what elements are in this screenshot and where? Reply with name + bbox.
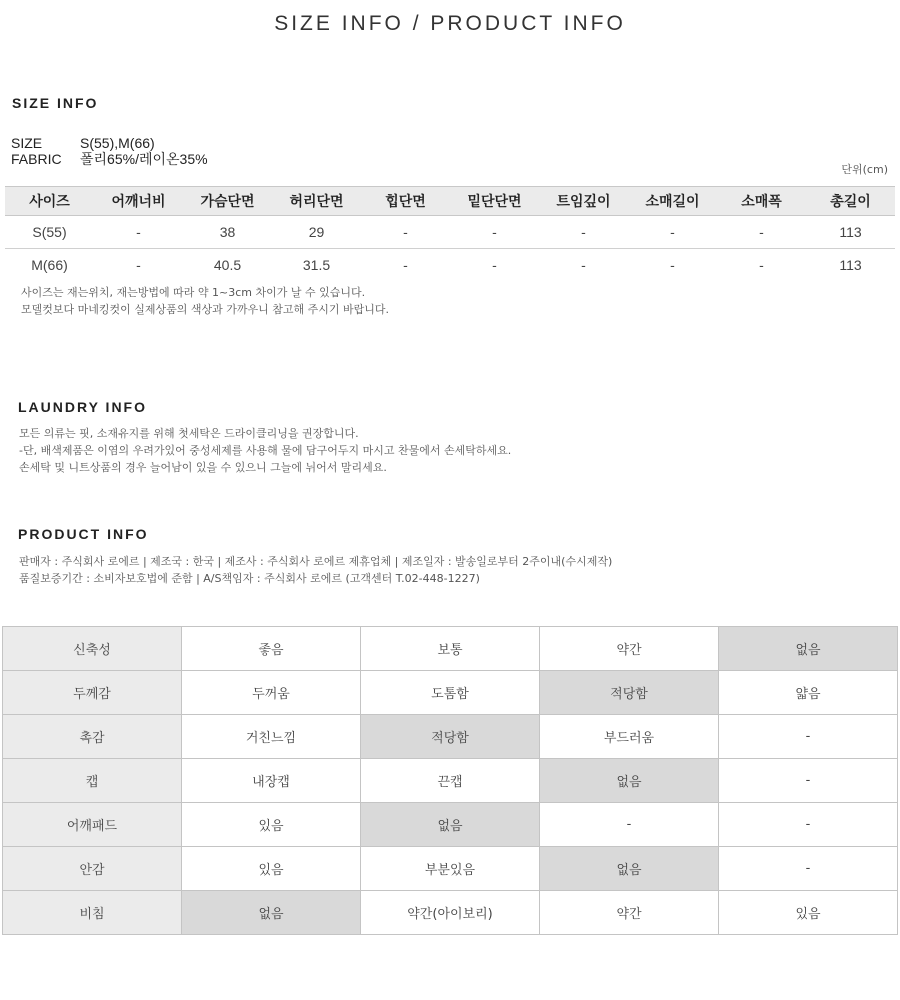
feel-option-cell: - xyxy=(540,803,719,847)
product-line: 판매자 : 주식회사 로에르 | 제조국 : 한국 | 제조사 : 주식회사 로에르 제휴업체 | 제조일자 : 발송일로부터 2주이내(수시제작) xyxy=(19,555,613,568)
table-cell: 29 xyxy=(272,216,361,249)
feel-option-cell: - xyxy=(719,803,898,847)
feel-option-cell: 적당함 xyxy=(540,671,719,715)
note-line: 사이즈는 재는위치, 재는방법에 따라 약 1~3cm 차이가 날 수 있습니다. xyxy=(21,286,366,299)
feel-option-cell: 좋음 xyxy=(182,627,361,671)
feel-option-cell: 약간 xyxy=(540,627,719,671)
feel-option-cell: 약간 xyxy=(540,891,719,935)
feel-option-cell: 있음 xyxy=(182,803,361,847)
table-cell: - xyxy=(670,257,675,273)
feel-row-label: 캡 xyxy=(3,759,182,803)
feel-row xyxy=(3,803,898,847)
feel-option-cell: 거친느낌 xyxy=(182,715,361,759)
header-cell: 소매폭 xyxy=(717,187,806,216)
feel-option-cell: 두꺼움 xyxy=(182,671,361,715)
table-cell: - xyxy=(492,257,497,273)
laundry-line: 모든 의류는 핏, 소재유지를 위해 첫세탁은 드라이클리닝을 권장합니다. xyxy=(19,427,359,440)
feel-option-cell: 부드러움 xyxy=(540,715,719,759)
feel-option-cell: 부분있음 xyxy=(361,847,540,891)
feel-row-label: 안감 xyxy=(3,847,182,891)
header-cell: 밑단단면 xyxy=(450,187,539,216)
table-cell: - xyxy=(539,216,628,249)
table-row xyxy=(5,216,895,249)
laundry-line: -단, 배색제품은 이염의 우려가있어 중성세제를 사용해 물에 담구어두지 마시고 찬물에서 손세탁하세요. xyxy=(19,444,512,457)
table-cell: S(55) xyxy=(5,216,94,249)
feel-option-cell: 없음 xyxy=(361,803,540,847)
feel-option-cell: 없음 xyxy=(540,759,719,803)
table-cell: M(66) xyxy=(31,257,68,273)
table-row xyxy=(5,249,895,282)
feel-option-cell: 약간(아이보리) xyxy=(361,891,540,935)
feel-row-label: 촉감 xyxy=(3,715,182,759)
table-cell: 31.5 xyxy=(302,257,331,273)
feel-row-label: 비침 xyxy=(3,891,182,935)
table-cell: - xyxy=(628,216,717,249)
feel-row xyxy=(3,891,898,935)
size-value: S(55),M(66) xyxy=(80,135,155,151)
table-cell: - xyxy=(403,257,408,273)
feel-option-cell: - xyxy=(719,715,898,759)
table-cell: - xyxy=(361,216,450,249)
header-cell: 트임깊이 xyxy=(539,187,628,216)
table-cell: 38 xyxy=(183,216,272,249)
size-spec-line xyxy=(11,135,155,151)
feel-option-cell: 도톰함 xyxy=(361,671,540,715)
table-cell: - xyxy=(136,257,141,273)
feel-option-cell: 있음 xyxy=(719,891,898,935)
feel-row xyxy=(3,671,898,715)
header-cell: 허리단면 xyxy=(272,187,361,216)
header-cell: 소매길이 xyxy=(628,187,717,216)
feel-option-cell: 없음 xyxy=(182,891,361,935)
feel-row xyxy=(3,715,898,759)
table-cell: 40.5 xyxy=(213,257,242,273)
table-cell: - xyxy=(581,257,586,273)
laundry-notes xyxy=(19,425,511,476)
laundry-line: 손세탁 및 니트상품의 경우 늘어남이 있을 수 있으니 그늘에 뉘어서 말리세요. xyxy=(19,461,387,474)
feel-option-cell: 보통 xyxy=(361,627,540,671)
feel-option-cell: - xyxy=(719,759,898,803)
header-cell: 어깨너비 xyxy=(94,187,183,216)
feel-option-cell: 없음 xyxy=(540,847,719,891)
size-notes xyxy=(21,284,389,318)
product-info-title: PRODUCT INFO xyxy=(18,526,149,542)
table-cell: - xyxy=(759,257,764,273)
unit-label: 단위(cm) xyxy=(841,163,888,176)
size-table-header-row xyxy=(5,187,895,216)
product-notes xyxy=(19,553,612,587)
feel-option-cell: 얇음 xyxy=(719,671,898,715)
feel-option-cell: 끈캡 xyxy=(361,759,540,803)
feel-row xyxy=(3,627,898,671)
feel-option-cell: 있음 xyxy=(182,847,361,891)
table-cell: 113 xyxy=(806,216,895,249)
feel-row xyxy=(3,847,898,891)
header-cell: 사이즈 xyxy=(5,187,94,216)
feel-option-cell: 내장캡 xyxy=(182,759,361,803)
fabric-feel-table xyxy=(2,626,898,935)
fabric-value: 폴리65%/레이온35% xyxy=(80,151,208,167)
table-cell: - xyxy=(717,216,806,249)
feel-row xyxy=(3,759,898,803)
size-info-title: SIZE INFO xyxy=(12,95,99,111)
note-line: 모델컷보다 마네킹컷이 실제상품의 색상과 가까우니 참고해 주시기 바랍니다. xyxy=(21,303,390,316)
feel-row-label: 두께감 xyxy=(3,671,182,715)
header-cell: 가슴단면 xyxy=(183,187,272,216)
product-line: 품질보증기간 : 소비자보호법에 준함 | A/S책임자 : 주식회사 로에르 (고객센터 T.02-448-1227) xyxy=(19,572,480,585)
laundry-info-title: LAUNDRY INFO xyxy=(18,399,147,415)
page-title: SIZE INFO / PRODUCT INFO xyxy=(274,12,626,35)
feel-row-label: 신축성 xyxy=(3,627,182,671)
size-label: SIZE xyxy=(11,135,43,151)
fabric-label: FABRIC xyxy=(11,151,62,167)
feel-row-label: 어깨패드 xyxy=(3,803,182,847)
table-cell: - xyxy=(450,216,539,249)
header-cell: 힙단면 xyxy=(361,187,450,216)
table-cell: 113 xyxy=(839,257,862,273)
header-cell: 총길이 xyxy=(806,187,895,216)
fabric-spec-line xyxy=(11,151,208,167)
feel-option-cell: 적당함 xyxy=(361,715,540,759)
table-cell: - xyxy=(94,216,183,249)
feel-option-cell: - xyxy=(719,847,898,891)
feel-option-cell: 없음 xyxy=(719,627,898,671)
size-table xyxy=(5,186,895,281)
